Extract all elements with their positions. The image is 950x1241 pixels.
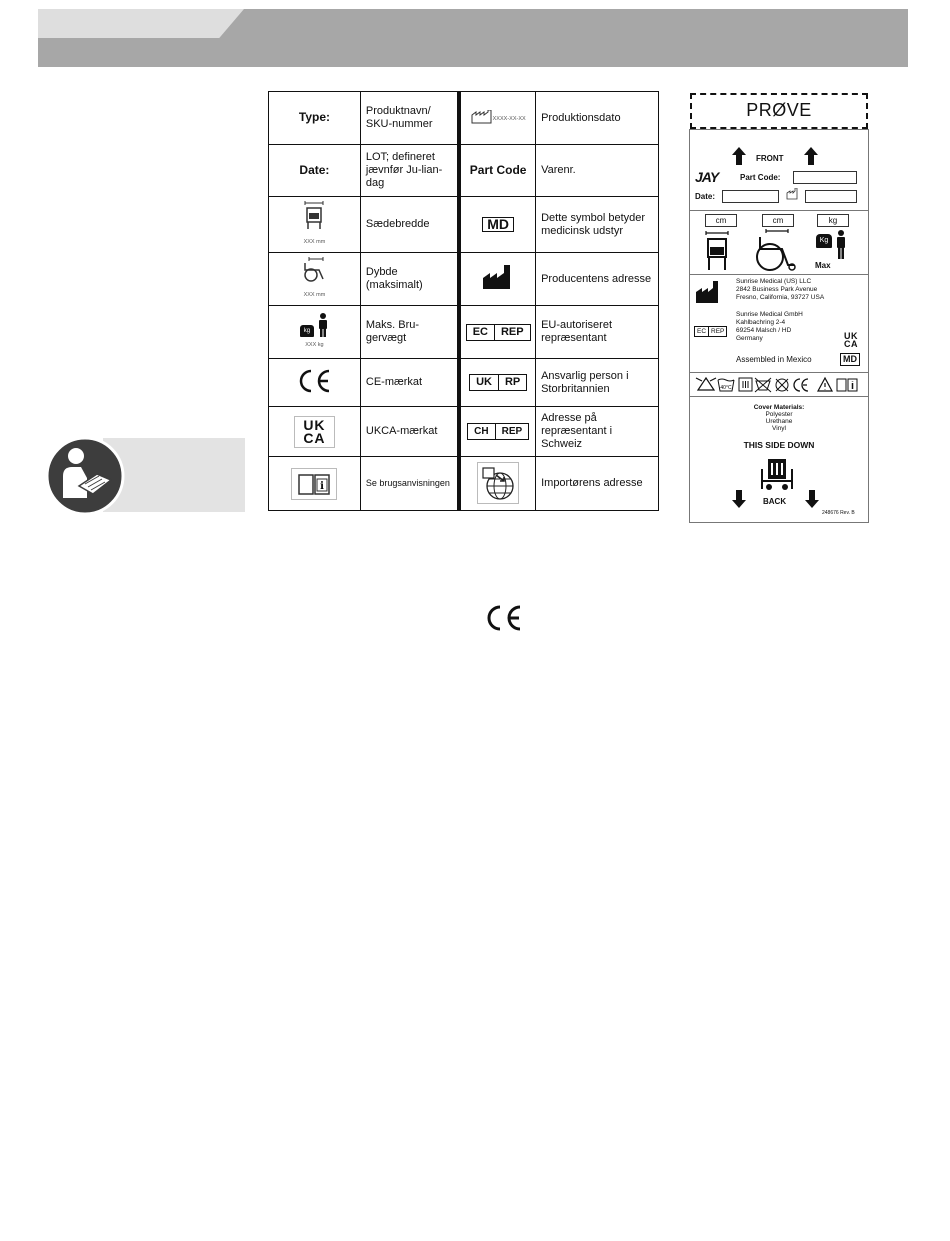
date-text: Date:: [695, 192, 716, 201]
cell-label: Adresse på repræsentant i Schweiz: [536, 407, 659, 457]
ec-rep-symbol: EC REP: [459, 306, 535, 359]
factory-outline-icon: [471, 110, 493, 124]
seat-width-symbol: XXX mm: [269, 197, 361, 253]
date-field: [722, 190, 779, 203]
cell-label: Se brugsanvisningen: [360, 457, 459, 511]
manufacturer-line: Fresno, California, 93727 USA: [736, 294, 825, 301]
arrow-up-icon: [732, 147, 746, 165]
cell-label: Produktionsdato: [536, 92, 659, 145]
person-icon: [835, 230, 847, 260]
manufacturer-line: Sunrise Medical (US) LLC: [736, 278, 812, 285]
svg-text:i: i: [320, 480, 325, 492]
cell-label: Maks. Bru-gervægt: [360, 306, 459, 359]
max-text: Max: [815, 261, 831, 270]
manufacturer-symbol: [459, 253, 535, 306]
side-down-text: THIS SIDE DOWN: [743, 440, 815, 450]
arrow-up-icon: [804, 147, 818, 165]
brand-logo: JAY: [695, 169, 719, 185]
cell-label: CE-mærkat: [360, 359, 459, 407]
ukca-mark: UK CA: [844, 331, 858, 349]
ce-mark-icon: [296, 368, 332, 394]
assembled-text: Assembled in Mexico: [736, 355, 812, 364]
manufacture-date-symbol: XXXX-XX-XX: [459, 92, 535, 145]
label-care-symbols: [690, 372, 868, 397]
ukca-mark-icon: UK CA: [294, 416, 334, 448]
table-row: [269, 253, 659, 306]
unit-box: kg: [817, 214, 849, 227]
manufacturer-line: 2842 Business Park Avenue: [736, 286, 818, 293]
label-size-section: [690, 210, 868, 275]
part-code-symbol: Part Code: [459, 145, 535, 197]
table-row: [269, 359, 659, 407]
seat-depth-symbol: XXX mm: [269, 253, 361, 306]
mfg-date-field: [805, 190, 857, 203]
cell-label: Produktnavn/ SKU-nummer: [360, 92, 459, 145]
read-manual-icon: [45, 436, 125, 516]
table-row: [269, 197, 659, 253]
unit-box: cm: [705, 214, 737, 227]
factory-outline-icon: [786, 188, 798, 200]
factory-icon: [695, 280, 721, 304]
cell-label: Sædebredde: [360, 197, 459, 253]
arrow-down-icon: [805, 490, 819, 508]
ch-rep-symbol: CH REP: [459, 407, 535, 457]
cell-label: Varenr.: [536, 145, 659, 197]
wheelchair-depth-icon: [752, 227, 800, 273]
label-header-section: [690, 130, 868, 211]
cell-label: Ansvarlig person i Storbritannien: [536, 359, 659, 407]
cell-label: EU-autoriseret repræsentant: [536, 306, 659, 359]
ce-mark-icon: [483, 604, 523, 632]
seat-width-icon: [704, 229, 730, 271]
importer-globe-icon: [477, 462, 519, 504]
label-cover-section: [690, 396, 868, 522]
importer-symbol: [459, 457, 535, 511]
revision-text: 248676 Rev. B: [822, 510, 855, 516]
cover-item: Polyester: [765, 411, 793, 418]
table-row: [269, 145, 659, 197]
type-symbol: Type:: [269, 92, 361, 145]
uk-rp-symbol: UK RP: [459, 359, 535, 407]
cover-title: Cover Materials:: [753, 404, 805, 411]
date-symbol: Date:: [269, 145, 361, 197]
table-row: [269, 92, 659, 145]
back-text: BACK: [763, 497, 787, 506]
label-address-section: [690, 274, 868, 373]
eu-rep-line: Germany: [736, 335, 763, 342]
eu-rep-line: Sunrise Medical GmbH: [736, 311, 803, 318]
front-text: FRONT: [756, 154, 784, 163]
cell-label: LOT; defineret jævnfør Ju-lian-dag: [360, 145, 459, 197]
part-code-text: Part Code:: [740, 173, 781, 182]
sample-stamp: PRØVE: [690, 93, 868, 129]
instructions-symbol: [269, 457, 361, 511]
table-row: [269, 306, 659, 359]
max-weight-symbol: kg XXX kg: [269, 306, 361, 359]
cover-item: Urethane: [765, 418, 793, 425]
unit-box: cm: [762, 214, 794, 227]
wheelchair-depth-icon: [299, 257, 329, 283]
medical-device-symbol: MD: [459, 197, 535, 253]
cell-label: UKCA-mærkat: [360, 407, 459, 457]
ec-rep-mark: EC REP: [694, 326, 727, 337]
part-code-field: [793, 171, 857, 184]
cell-label: Producentens adresse: [536, 253, 659, 306]
svg-text:40°C: 40°C: [720, 385, 732, 391]
factory-icon: [482, 264, 514, 290]
cell-label: Dybde (maksimalt): [360, 253, 459, 306]
cell-label: Importørens adresse: [536, 457, 659, 511]
cover-item: Vinyl: [772, 425, 786, 432]
ukca-symbol: [269, 407, 361, 457]
sample-label: [689, 129, 869, 523]
table-row: [269, 457, 659, 511]
cushion-icon: [760, 457, 794, 491]
eu-rep-line: Kahlbachring 2-4: [736, 319, 786, 326]
md-mark: MD: [840, 353, 860, 366]
symbol-table: [268, 91, 659, 511]
ce-symbol: [269, 359, 361, 407]
cell-label: Dette symbol betyder medicinsk udstyr: [536, 197, 659, 253]
header-tab: [38, 9, 244, 38]
care-symbols-icon: [694, 375, 864, 393]
table-row: [269, 407, 659, 457]
eu-rep-line: 69254 Malsch / HD: [736, 327, 792, 334]
info-book-icon: [291, 468, 337, 500]
person-icon: [317, 313, 329, 337]
seat-width-icon: [301, 200, 327, 230]
arrow-down-icon: [732, 490, 746, 508]
weight-icon: kg: [300, 325, 314, 337]
weight-icon: Kg: [816, 234, 832, 248]
